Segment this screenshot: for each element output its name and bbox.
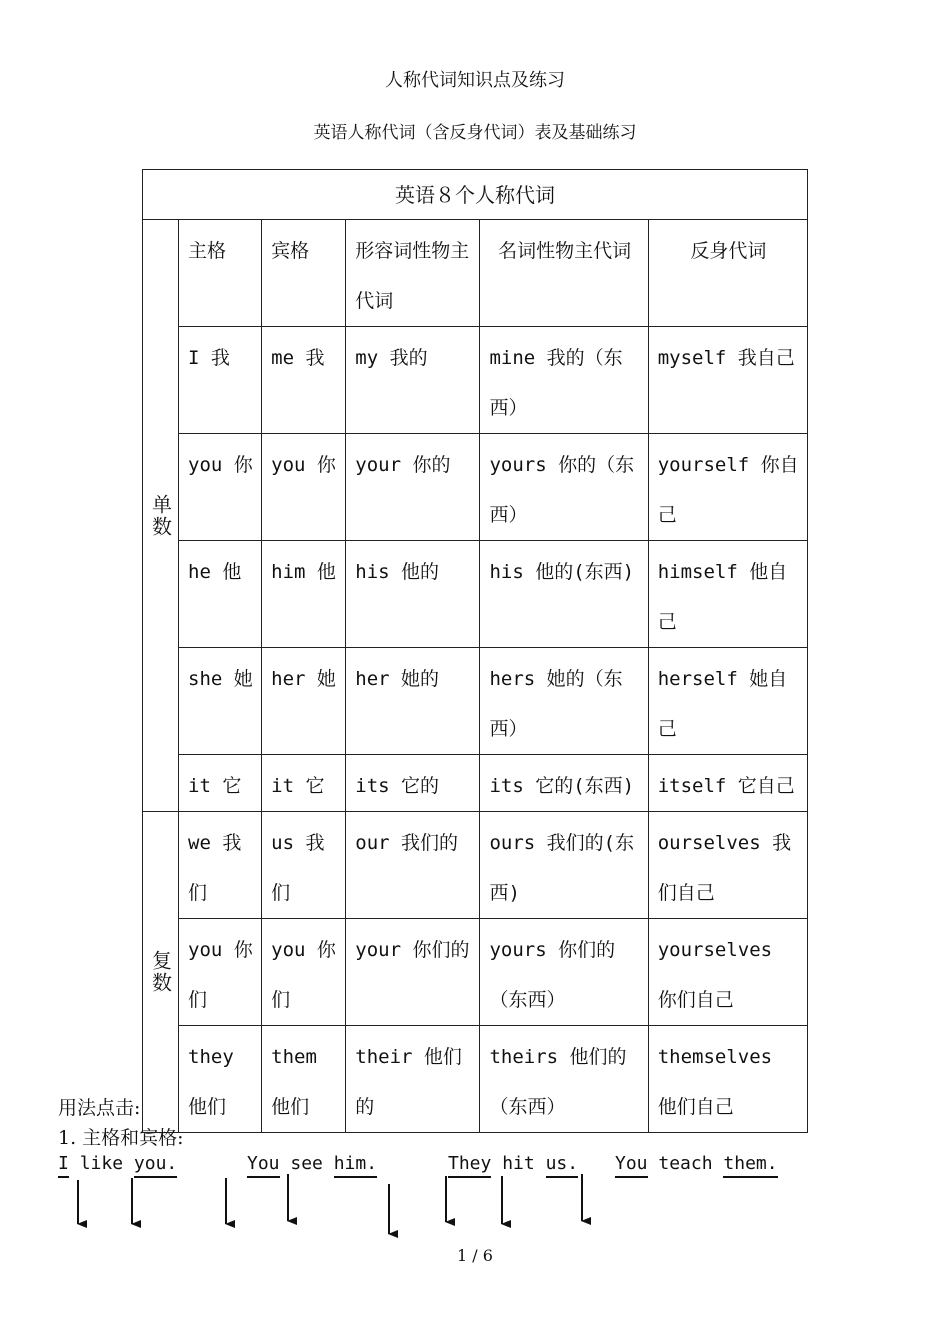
table-cell: myself 我自己	[648, 327, 807, 434]
table-cell: itself 它自己	[648, 755, 807, 812]
table-cell: I 我	[179, 327, 262, 434]
table-cell: him 他	[262, 541, 346, 648]
table-cell: your 你的	[346, 434, 480, 541]
page-number: 1 / 6	[457, 1246, 493, 1265]
table-cell: their 他们的	[346, 1026, 480, 1133]
table-cell: his 他的	[346, 541, 480, 648]
table-cell: ourselves 我们自己	[648, 812, 807, 919]
table-cell: you 你	[179, 434, 262, 541]
subject-word: I	[58, 1153, 69, 1178]
table-cell: my 我的	[346, 327, 480, 434]
table-cell: yours 你的（东西）	[480, 434, 648, 541]
table-cell: it 它	[179, 755, 262, 812]
singular-label: 单数	[143, 220, 179, 812]
table-cell: ours 我们的(东西)	[480, 812, 648, 919]
table-caption: 英语８个人称代词	[143, 170, 808, 220]
table-cell: us 我们	[262, 812, 346, 919]
object-word: us.	[546, 1153, 579, 1178]
table-cell: its 它的	[346, 755, 480, 812]
table-cell: her 她	[262, 648, 346, 755]
table-cell: yourself 你自己	[648, 434, 807, 541]
table-cell: your 你们的	[346, 919, 480, 1026]
header-cell: 主格	[179, 220, 262, 327]
table-cell: his 他的(东西)	[480, 541, 648, 648]
table-cell: theirs 他们的（东西）	[480, 1026, 648, 1133]
subject-word: You	[615, 1153, 648, 1178]
table-cell: they 他们	[179, 1026, 262, 1133]
object-word: you.	[134, 1153, 177, 1178]
table-cell: himself 他自己	[648, 541, 807, 648]
table-cell: themselves 他们自己	[648, 1026, 807, 1133]
verb-word: like	[79, 1153, 124, 1174]
table-cell: yourselves 你们自己	[648, 919, 807, 1026]
verb-word: teach	[658, 1153, 713, 1174]
table-cell: mine 我的（东西）	[480, 327, 648, 434]
table-cell: we 我们	[179, 812, 262, 919]
table-cell: you 你们	[262, 919, 346, 1026]
pronoun-table	[142, 169, 808, 1133]
header-cell: 宾格	[262, 220, 346, 327]
subject-word: They	[448, 1153, 491, 1178]
page-subtitle: 英语人称代词（含反身代词）表及基础练习	[313, 123, 637, 143]
header-cell: 反身代词	[648, 220, 807, 327]
table-cell: he 他	[179, 541, 262, 648]
table-cell: you 你们	[179, 919, 262, 1026]
verb-word: hit	[502, 1153, 535, 1174]
table-cell: our 我们的	[346, 812, 480, 919]
table-cell: yours 你们的（东西）	[480, 919, 648, 1026]
object-word: him.	[334, 1153, 377, 1178]
table-cell: them 他们	[262, 1026, 346, 1133]
object-word: them.	[723, 1153, 777, 1178]
plural-label: 复数	[143, 812, 179, 1133]
table-cell: her 她的	[346, 648, 480, 755]
table-cell: it 它	[262, 755, 346, 812]
table-cell: she 她	[179, 648, 262, 755]
usage-item-1: 1. 主格和宾格:	[58, 1127, 184, 1149]
header-cell: 形容词性物主代词	[346, 220, 480, 327]
page-title: 人称代词知识点及练习	[385, 70, 565, 91]
table-cell: hers 她的（东西）	[480, 648, 648, 755]
table-cell: herself 她自己	[648, 648, 807, 755]
table-cell: you 你	[262, 434, 346, 541]
usage-heading: 用法点击:	[58, 1097, 141, 1119]
table-cell: me 我	[262, 327, 346, 434]
verb-word: see	[290, 1153, 323, 1174]
subject-word: You	[247, 1153, 280, 1178]
usage-arrows	[0, 1170, 950, 1240]
table-cell: its 它的(东西)	[480, 755, 648, 812]
header-cell: 名词性物主代词	[480, 220, 648, 327]
